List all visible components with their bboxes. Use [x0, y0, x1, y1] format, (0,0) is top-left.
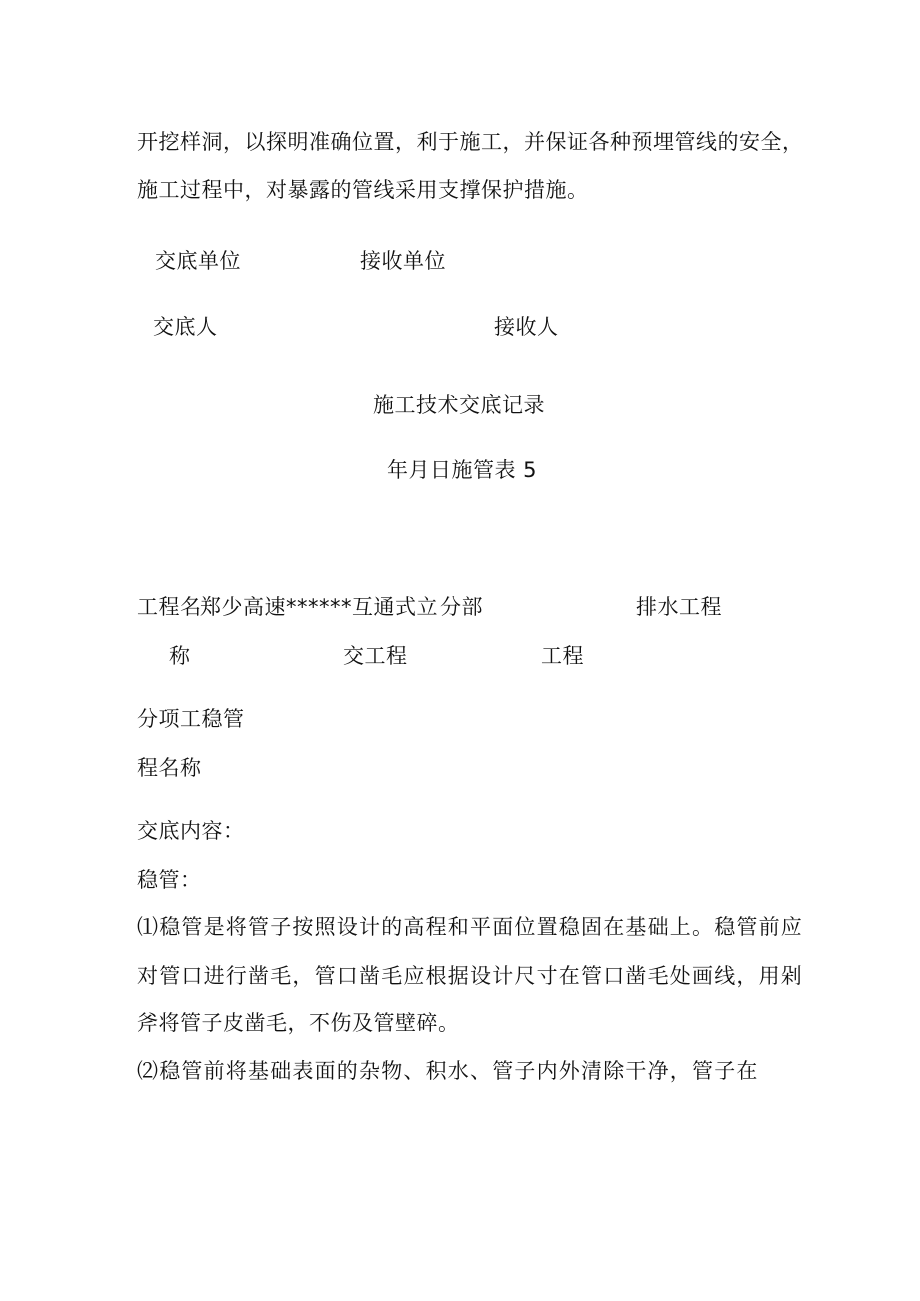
handover-unit-label: 交底单位 [155, 249, 241, 273]
subproject-value: 稳管 [201, 707, 245, 731]
division-label: 分部 [440, 595, 483, 619]
intro-line-1: 开挖样洞，以探明准确位置，利于施工，并保证各种预埋管线的安全， [137, 130, 804, 154]
handover-person-label: 交底人 [153, 315, 218, 339]
receiving-unit-label: 接收单位 [360, 249, 446, 273]
item-1-line-1: ⑴稳管是将管子按照设计的高程和平面位置稳固在基础上。稳管前应 [137, 915, 803, 939]
item-2-line-1: ⑵稳管前将基础表面的杂物、积水、管子内外清除干净，管子在 [137, 1059, 759, 1083]
receiving-person-label: 接收人 [494, 315, 559, 339]
intro-line-2: 施工过程中，对暴露的管线采用支撑保护措施。 [137, 178, 589, 202]
subproject-row [137, 705, 245, 733]
subproject-label-cont: 程名称 [137, 756, 202, 780]
division-label-cont: 工程 [541, 644, 584, 668]
project-name-label-cont: 称 [169, 644, 191, 668]
section-heading: 稳管： [137, 868, 202, 892]
subproject-label: 分项工 [137, 707, 202, 731]
project-name-label: 工程名 [137, 595, 202, 619]
item-1-line-3: 斧将管子皮凿毛，不伤及管壁碎。 [137, 1011, 460, 1035]
project-name-value: 郑少高速******互通式立 [200, 595, 438, 619]
division-value: 排水工程 [636, 595, 722, 619]
project-name-value-cont: 交工程 [343, 644, 408, 668]
content-heading: 交底内容： [137, 819, 245, 843]
item-1-line-2: 对管口进行凿毛，管口凿毛应根据设计尺寸在管口凿毛处画线，用剁 [137, 964, 803, 988]
record-title: 施工技术交底记录 [373, 393, 545, 417]
record-subtitle: 年月日施管表 5 [387, 458, 538, 482]
